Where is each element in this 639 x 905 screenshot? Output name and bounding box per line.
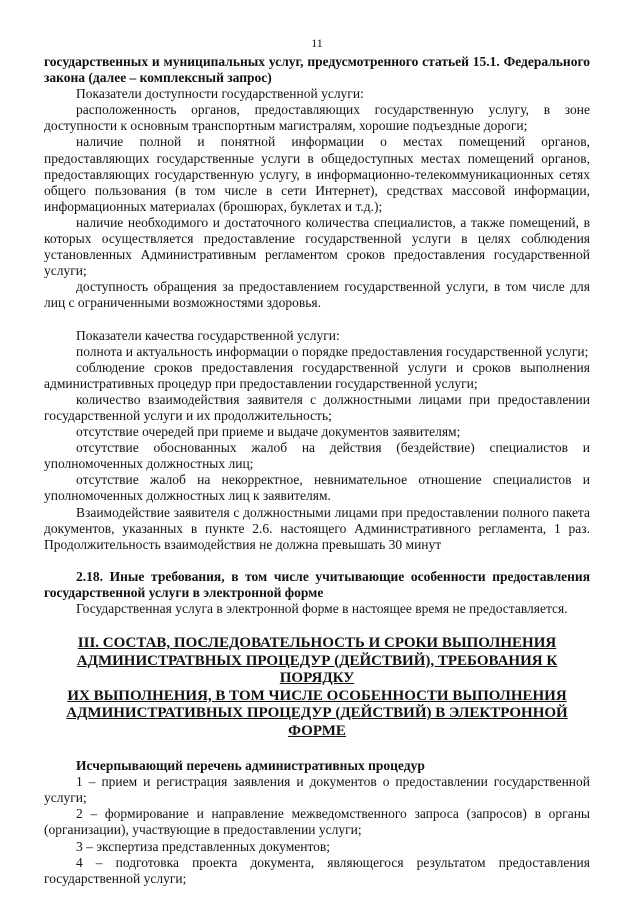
- section-3-heading-line-1: III. СОСТАВ, ПОСЛЕДОВАТЕЛЬНОСТЬ И СРОКИ ВЫПОЛНЕНИЯ: [77, 635, 557, 652]
- section-3-heading-line-4: АДМИНИСТРАТИВНЫХ ПРОЦЕДУР (ДЕЙСТВИЙ) В ЭЛЕКТРОННОЙ ФОРМЕ: [66, 705, 568, 739]
- section-2-18-text: Государственная услуга в электронной форме в настоящее время не предоставляется.: [76, 601, 568, 616]
- paragraph-quality-2: соблюдение сроков предоставления государственной услуги и сроков выполнения административных процедур при предоставлении государственной услуги;: [44, 359, 590, 391]
- procedure-item-1: 1 – прием и регистрация заявления и документов о предоставлении государственной услуги;: [44, 774, 590, 806]
- paragraph-accessibility-4: доступность обращения за предоставлением государственной услуги, в том числе для лиц с ограниченными возможностями здоровья.: [44, 279, 590, 311]
- paragraph-quality-1: полнота и актуальность информации о порядке предоставления государственной услуги;: [76, 343, 589, 359]
- paragraph-quality-title: Показатели качества государственной услуги:: [76, 327, 340, 343]
- document-page: [44, 36, 590, 887]
- paragraph-accessibility-title: Показатели доступности государственной услуги:: [76, 86, 364, 102]
- procedures-list-title: Исчерпывающий перечень административных процедур: [76, 758, 425, 774]
- section-3-heading-line-2: АДМИНИСТРАТВНЫХ ПРОЦЕДУР (ДЕЙСТВИЙ), ТРЕБОВАНИЯ К ПОРЯДКУ: [76, 652, 558, 687]
- procedure-item-3: 3 – экспертиза представленных документов;: [76, 838, 331, 854]
- paragraph-accessibility-2: наличие полной и понятной информации о местах помещений органов, предоставляющих государственные услуги в общедоступных местах помещений органов, предоставляющих государственную услугу, в информационно-телекоммуникационных сетях общего пользования (в том числе в сети Интернет), средствах массовой информации, информационных материалах (брошюрах, буклетах и т.д.);: [44, 134, 590, 214]
- paragraph-quality-3: количество взаимодействия заявителя с должностными лицами при предоставлении государственной услуги и их продолжительность;: [44, 391, 590, 423]
- paragraph-quality-6: отсутствие жалоб на некорректное, невнимательное отношение специалистов и уполномоченных должностных лиц к заявителям.: [44, 472, 590, 504]
- paragraph-accessibility-1: расположенность органов, предоставляющих государственную услугу, в зоне доступности к основным транспортным магистралям, хорошие подъездные дороги;: [44, 102, 590, 134]
- paragraph-complex-request: государственных и муниципальных услуг, предусмотренного статьей 15.1. Федерального закона (далее – комплексный запрос): [44, 54, 590, 86]
- page-number: 11: [311, 36, 323, 50]
- section-2-18-heading: 2.18. Иные требования, в том числе учитывающие особенности предоставления государственной услуги в электронной форме: [44, 568, 590, 600]
- procedure-item-2: 2 – формирование и направление межведомственного запроса (запросов) в органы (организации), участвующие в предоставлении услуги;: [44, 806, 590, 838]
- paragraph-interaction: Взаимодействие заявителя с должностными лицами при предоставлении полного пакета документов, указанных в пункте 2.6. настоящего Административного регламента, 1 раз. Продолжительность взаимодействия не должна превышать 30 минут: [44, 504, 590, 552]
- section-3-heading: [44, 635, 590, 740]
- paragraph-quality-5: отсутствие обоснованных жалоб на действия (бездействие) специалистов и уполномоченных должностных лиц;: [44, 440, 590, 472]
- paragraph-quality-4: отсутствие очередей при приеме и выдаче документов заявителям;: [76, 424, 461, 440]
- procedure-item-4: 4 – подготовка проекта документа, являющегося результатом предоставления государственной услуги;: [44, 854, 590, 886]
- section-3-heading-line-3: ИХ ВЫПОЛНЕНИЯ, В ТОМ ЧИСЛЕ ОСОБЕННОСТИ ВЫПОЛНЕНИЯ: [67, 687, 567, 704]
- paragraph-accessibility-3: наличие необходимого и достаточного количества специалистов, а также помещений, в которых осуществляется предоставление государственной услуги в целях соблюдения установленных Административным регламентом сроков предоставления государственной услуги;: [44, 214, 590, 279]
